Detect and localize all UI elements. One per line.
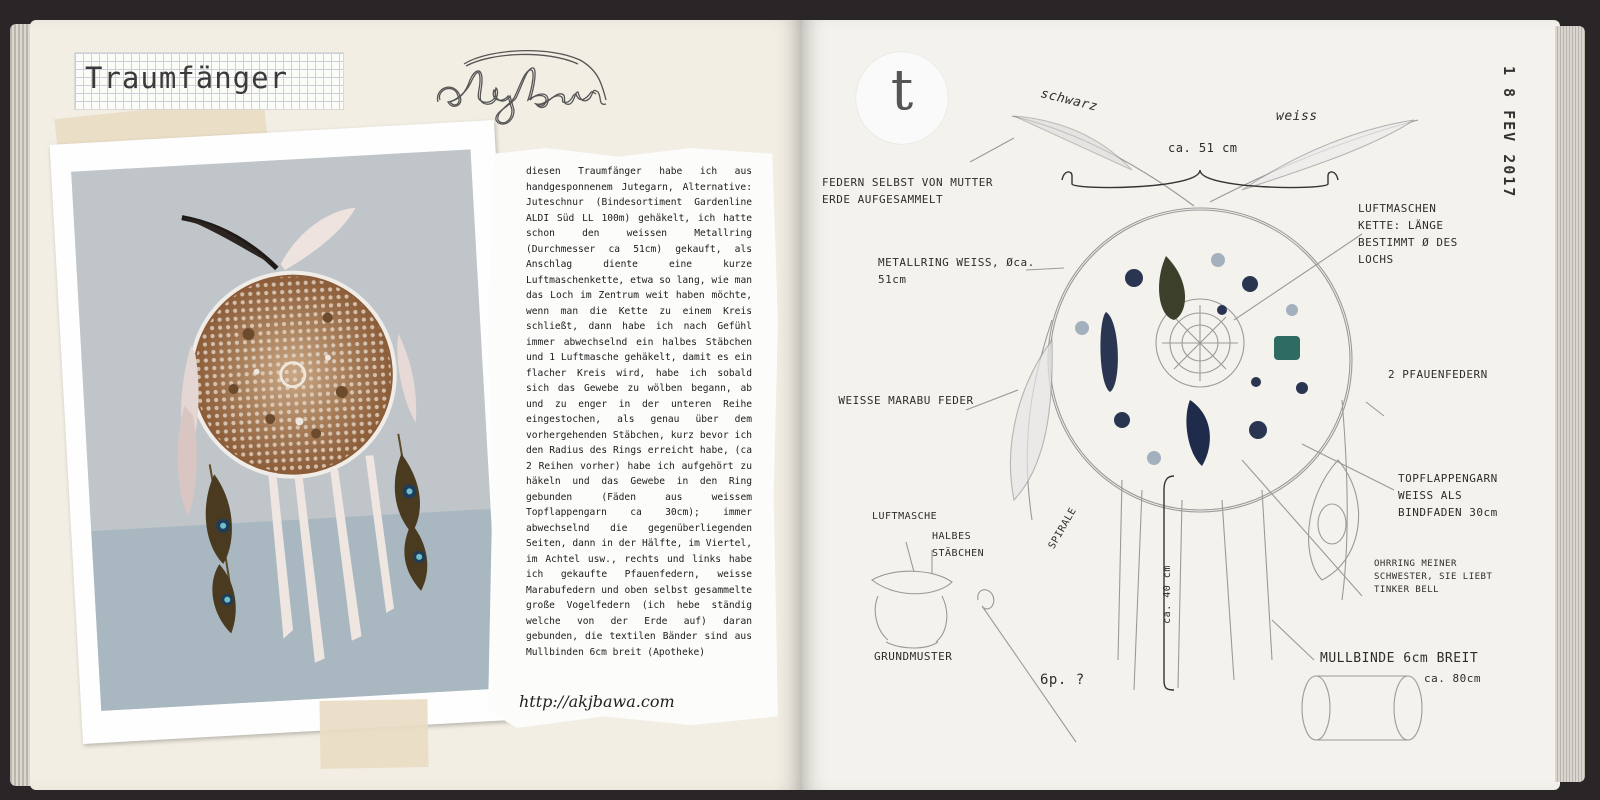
label-luftmasche: LUFTMASCHE [872, 511, 938, 522]
label-ohrring: OHRRING MEINER SCHWESTER, SIE LIEBT TINKER BELL [1374, 559, 1493, 595]
akjbawa-logo [430, 40, 610, 132]
date-stamp: 1 8 FEV 2017 [1500, 66, 1518, 199]
label-weiss: weiss [1276, 109, 1318, 124]
label-width: ca. 51 cm [1168, 141, 1238, 155]
label-marabu: WEISSE MARABU FEDER [838, 394, 974, 407]
label-6p: 6p. ? [1040, 672, 1085, 688]
label-mullbinde: MULLBINDE 6cm BREIT [1320, 651, 1479, 666]
title-label [74, 52, 344, 110]
label-pfauenfedern: 2 PFAUENFEDERN [1388, 368, 1488, 381]
masking-tape [319, 699, 428, 769]
badge-letter: t [890, 58, 914, 123]
label-topflappengarn: TOPFLAPPENGARN WEISS ALS BINDFADEN 30cm [1398, 472, 1498, 519]
label-schwarz: schwarz [1039, 86, 1100, 115]
website-url: http://akjbawa.com [519, 692, 675, 711]
label-metallring: METALLRING WEISS, Øca. 51cm [878, 256, 1035, 286]
dreamcatcher-photo [71, 149, 501, 710]
label-halbes-staebchen: HALBES STÄBCHEN [932, 531, 985, 559]
label-federn: FEDERN SELBST VON MUTTER ERDE AUFGESAMMELT [822, 176, 993, 206]
page-title: Traumfänger [85, 61, 289, 95]
label-grundmuster: GRUNDMUSTER [874, 650, 953, 663]
instructions-text: diesen Traumfänger habe ich aus handgesponnenem Jutegarn, Alternative: Juteschnur (Bindesortiment Gardenline ALDI Süd LL 100m) gehäkelt, ich hatte schon den weissen Metallring (Durchmesser ca 51cm) gekauft, als Anschlag diente eine kurze Luftmaschenkette, etwa so lang, wie man das Loch im Zentrum weit haben möchte, wenn man die Kette zu einem Kreis schließt, dann habe ich nach Gefühl immer abwechselnd ein halbes Stäbchen und 1 Luftmasche gehäkelt, damit es ein flacher Kreis wird, habe ich sobald sich das Gewebe zu wölben begann, ab und zu enger in der unteren Reihe eingestochen, als genau über dem vorhergehenden Stäbchen, kurz bevor ich den Radius des Rings erreicht habe, (ca 2 Reihen vorher) habe ich aufgehört zu häkeln und das Gewebe in den Ring gebunden (Fäden aus weissem Topflappengarn ca 30cm); immer abwechselnd die gegenüberliegenden Seiten, dann in der Hälfte, im Viertel, im Achtel usw., rechts und links habe ich gekaufte Pfauenfedern, weisse Marabufedern und oben selbst gesammelte große Vogelfedern (ich hebe ständig welche von der Erde auf) daran gebunden, die textilen Bänder sind aus Mullbinden 6cm breit (Apotheke) [526, 166, 752, 658]
label-length: ca. 40 cm [1161, 565, 1173, 624]
photo-print [50, 120, 528, 744]
label-luftmaschenkette: LUFTMASCHEN KETTE: LÄNGE BESTIMMT Ø DES LOCHS [1358, 202, 1458, 266]
label-mullbinde-size: ca. 80cm [1424, 672, 1481, 685]
label-spirale: SPIRALE [1046, 505, 1080, 552]
